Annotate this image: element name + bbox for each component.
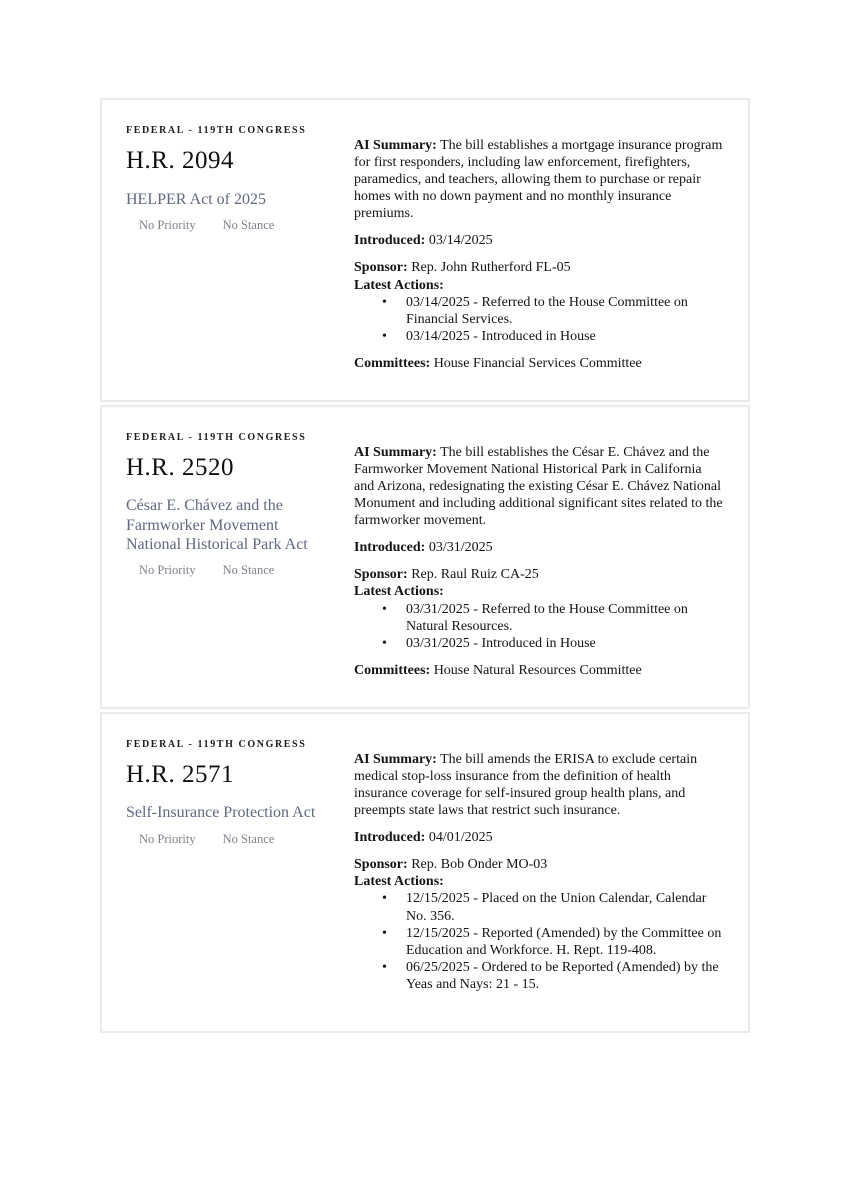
stance-badge: No Stance: [222, 217, 275, 232]
action-item: • 03/31/2025 - Introduced in House: [406, 635, 724, 652]
committees-label: Committees:: [354, 662, 431, 678]
badges-row: [126, 218, 318, 233]
bill-card: [100, 712, 750, 1033]
introduced: [354, 232, 724, 249]
action-item: • 03/14/2025 - Introduced in House: [406, 328, 724, 345]
ai-summary-label: AI Summary:: [354, 444, 437, 460]
introduced-date: 03/31/2025: [428, 540, 493, 556]
introduced: [354, 829, 724, 846]
congress-label: FEDERAL - 119TH CONGRESS: [126, 431, 307, 443]
ai-summary: [354, 751, 724, 819]
bill-title: Self-Insurance Protection Act: [126, 804, 316, 822]
sponsor-name: Rep. Raul Ruiz CA-25: [411, 567, 539, 583]
bill-card-left-column: [126, 738, 318, 1003]
sponsor-name: Rep. Bob Onder MO-03: [411, 857, 548, 873]
latest-actions-list: [354, 601, 724, 652]
sponsor: [354, 856, 724, 873]
bill-card-details: [354, 137, 724, 372]
introduced: [354, 539, 724, 556]
sponsor-label: Sponsor:: [354, 857, 408, 873]
latest-actions-label: Latest Actions:: [354, 584, 444, 600]
badges-row: [126, 832, 318, 847]
committees: [354, 355, 724, 372]
introduced-label: Introduced:: [354, 830, 426, 846]
congress-label: FEDERAL - 119TH CONGRESS: [126, 738, 307, 750]
sponsor-label: Sponsor:: [354, 260, 408, 276]
bill-number: H.R. 2520: [126, 453, 234, 481]
introduced-label: Introduced:: [354, 233, 426, 249]
ai-summary-text: The bill establishes the César E. Chávez and the Farmworker Movement National Historical Park in California and Arizona, redesignating the existing César E. Chávez National Monument and including additional significant sites related to the farmworker movement.: [354, 444, 723, 529]
action-item: • 03/31/2025 - Referred to the House Committee on Natural Resources.: [406, 601, 724, 635]
committees-value: House Natural Resources Committee: [433, 662, 642, 678]
priority-badge: No Priority: [139, 217, 196, 232]
bill-list-page: [100, 98, 750, 1033]
bill-card-details: [354, 444, 724, 679]
stance-badge: No Stance: [222, 563, 275, 577]
ai-summary: [354, 444, 724, 529]
latest-actions-heading: [354, 277, 724, 294]
introduced-label: Introduced:: [354, 540, 426, 556]
introduced-date: 04/01/2025: [428, 830, 493, 846]
action-item: • 12/15/2025 - Placed on the Union Calendar, Calendar No. 356.: [406, 890, 724, 924]
priority-badge: No Priority: [139, 831, 196, 846]
sponsor-name: Rep. John Rutherford FL-05: [411, 260, 571, 276]
ai-summary-text: The bill establishes a mortgage insurance program for first responders, including law enforcement, firefighters, paramedics, and teachers, allowing them to purchase or repair homes with no down payment and no monthly insurance premiums.: [354, 138, 723, 222]
stance-badge: No Stance: [222, 831, 275, 846]
ai-summary: [354, 137, 724, 222]
bill-number: H.R. 2094: [126, 147, 234, 174]
sponsor: [354, 566, 724, 583]
bill-number: H.R. 2571: [126, 760, 234, 788]
latest-actions-list: [354, 890, 724, 992]
latest-actions-label: Latest Actions:: [354, 874, 444, 890]
committees-label: Committees:: [354, 355, 431, 371]
bill-title: César E. Chávez and the Farmworker Movement National Historical Park Act: [126, 497, 308, 553]
introduced-date: 03/14/2025: [428, 233, 493, 249]
congress-label: FEDERAL - 119TH CONGRESS: [126, 125, 307, 136]
bill-card: [100, 98, 750, 402]
latest-actions-heading: [354, 583, 724, 600]
ai-summary-text: The bill amends the ERISA to exclude certain medical stop-loss insurance from the definition of health insurance coverage for self-insured group health plans, and preempts state laws that restrict such insurance.: [354, 751, 698, 819]
committees: [354, 662, 724, 679]
latest-actions-heading: [354, 873, 724, 890]
committees-value: House Financial Services Committee: [433, 355, 642, 371]
bill-card-left-column: [126, 431, 318, 679]
action-item: • 12/15/2025 - Reported (Amended) by the Committee on Education and Workforce. H. Rept. 119-408.: [406, 925, 724, 959]
bill-title: HELPER Act of 2025: [126, 190, 266, 208]
bill-card-left-column: [126, 124, 318, 372]
action-item: • 03/14/2025 - Referred to the House Committee on Financial Services.: [406, 294, 724, 328]
sponsor-label: Sponsor:: [354, 567, 408, 583]
ai-summary-label: AI Summary:: [354, 138, 437, 153]
bill-card-details: [354, 751, 724, 1003]
sponsor: [354, 259, 724, 276]
latest-actions-list: [354, 294, 724, 345]
action-item: • 06/25/2025 - Ordered to be Reported (Amended) by the Yeas and Nays: 21 - 15.: [406, 959, 724, 993]
latest-actions-label: Latest Actions:: [354, 277, 444, 293]
priority-badge: No Priority: [139, 563, 196, 577]
badges-row: [126, 563, 318, 578]
bill-card: [100, 405, 750, 709]
ai-summary-label: AI Summary:: [354, 751, 437, 767]
